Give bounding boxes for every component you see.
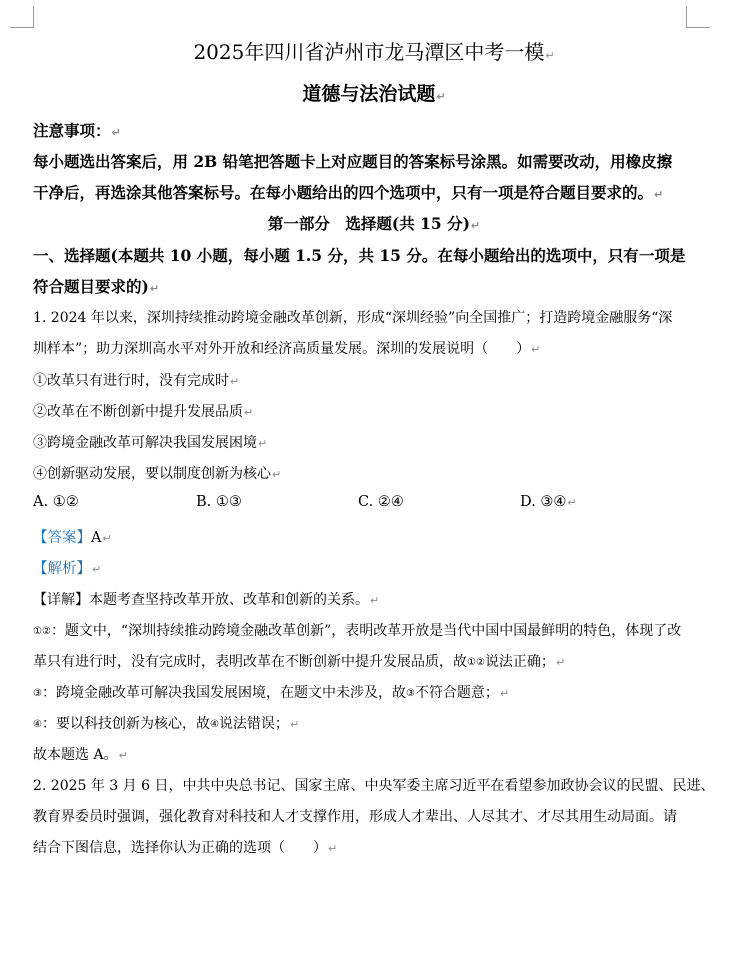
question-1-stem: 圳样本”；助力深圳高水平对外开放和经济高质量发展。深圳的发展说明（ ）↵ <box>33 341 541 357</box>
detail-line: 【详解】本题考查坚持改革开放、改革和创新的关系。↵ <box>33 592 380 608</box>
option-a: A. ①② <box>33 494 79 510</box>
explanation-3: ③：跨境金融改革可解决我国发展困境，在题文中未涉及，故③不符合题意；↵ <box>33 685 510 701</box>
section-heading: 符合题目要求的)↵ <box>33 277 160 296</box>
question-1-stem: 1. 2024 年以来，深圳持续推动跨境金融改革创新，形成“深圳经验”向全国推广；打造跨境金融服务“深 <box>33 310 673 326</box>
section-heading: 一、选择题(本题共 10 小题，每小题 1.5 分，共 15 分。在每小题给出的选项中，只有一项是 <box>33 246 686 265</box>
crop-mark-top-left <box>10 27 34 28</box>
crop-mark-top-right <box>686 6 687 28</box>
question-2-stem: 教育界委员时强调，强化教育对科技和人才支撑作用，形成人才辈出、人尽其才、才尽其用生动局面。请 <box>33 809 677 825</box>
answer-line: 【答案】A↵ <box>33 530 112 546</box>
statement-2: ②改革在不断创新中提升发展品质↵ <box>33 404 254 420</box>
option-b: B. ①③ <box>196 494 242 510</box>
answer-value: A <box>91 530 102 546</box>
crop-mark-top-left <box>33 6 34 28</box>
crop-mark-top-right <box>686 27 710 28</box>
document-subtitle: 道德与法治试题↵ <box>302 83 446 105</box>
part-heading: 第一部分 选择题(共 15 分)↵ <box>267 214 481 233</box>
question-2-stem: 2. 2025 年 3 月 6 日，中共中央总书记、国家主席、中央军委主席习近平在看望参加政协会议的民盟、民进、 <box>33 778 715 794</box>
option-d: D. ③④↵ <box>520 494 577 510</box>
explanation-1: 革只有进行时，没有完成时，表明改革在不断创新中提升发展品质，故①②说法正确；↵ <box>33 654 566 670</box>
statement-3: ③跨境金融改革可解决我国发展困境↵ <box>33 435 268 451</box>
answer-tag: 【答案】 <box>33 530 91 546</box>
notice-text: 每小题选出答案后，用 2B 铅笔把答题卡上对应题目的答案标号涂黑。如需要改动，用橡皮擦 <box>33 152 673 171</box>
statement-4: ④创新驱动发展，要以制度创新为核心↵ <box>33 466 282 482</box>
question-2-stem: 结合下图信息，选择你认为正确的选项（ ）↵ <box>33 840 338 856</box>
statement-1: ①改革只有进行时，没有完成时↵ <box>33 373 240 389</box>
conclusion: 故本题选 A。↵ <box>33 747 128 763</box>
analysis-tag: 【解析】↵ <box>33 561 102 577</box>
option-c: C. ②④ <box>358 494 404 510</box>
explanation-4: ④：要以科技创新为核心，故④说法错误；↵ <box>33 716 300 732</box>
explanation-1: ①②：题文中，“深圳持续推动跨境金融改革创新”，表明改革开放是当代中国中国最鲜明的特色，体现了改 <box>33 623 682 639</box>
notice-text: 干净后，再选涂其他答案标号。在每小题给出的四个选项中，只有一项是符合题目要求的。↵ <box>33 183 664 202</box>
document-title: 2025年四川省泸州市龙马潭区中考一模↵ <box>193 40 555 64</box>
notice-heading: 注意事项：↵ <box>33 121 121 140</box>
